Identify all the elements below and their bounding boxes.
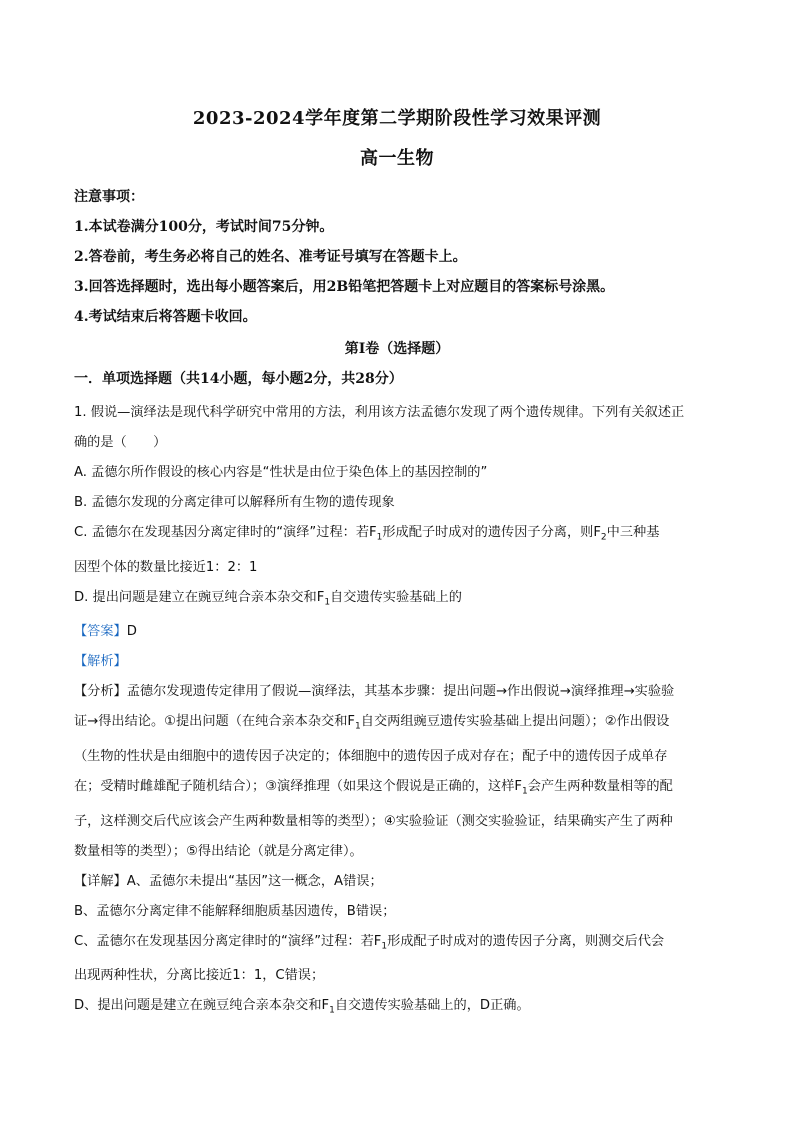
option-c-cont: 因型个体的数量比接近1：2：1 <box>74 559 258 575</box>
subscript: 1 <box>522 786 528 797</box>
exam-subject: 高一生物 <box>360 148 434 169</box>
option-d <box>74 583 722 618</box>
notes-item: 3.回答选择题时，选出每小题答案后，用2B铅笔把答题卡上对应题目的答案标号涂黑。 <box>74 279 615 295</box>
xiangjie-line: B、孟德尔分离定律不能解释细胞质基因遗传，B错误； <box>74 903 396 919</box>
text-run: 孟德尔发现遗传定律用了假说—演绎法，其基本步骤：提出问题→作出假说→演绎推理→实验验 <box>126 684 675 700</box>
question-stem: 确的是（ ） <box>74 435 167 450</box>
option-c <box>74 518 722 553</box>
text-run: 形成配子时成对的遗传因子分离，则测交后代会 <box>387 933 665 949</box>
subscript: 1 <box>329 1005 335 1016</box>
answer-tag: 【答案】 <box>74 624 127 640</box>
subscript: 1 <box>376 532 383 543</box>
text-run: C. 孟德尔在发现基因分离定律时的“演绎”过程：若F <box>74 525 377 540</box>
option-a: A. 孟德尔所作假设的核心内容是“性状是由位于染色体上的基因控制的” <box>74 465 488 480</box>
subscript: 1 <box>381 941 388 952</box>
text-run: C、孟德尔在发现基因分离定律时的“演绎”过程：若F <box>74 933 382 949</box>
notes-item: 4.考试结束后将答题卡收回。 <box>74 309 257 325</box>
subscript: 1 <box>355 721 361 732</box>
answer-line <box>74 617 722 647</box>
text-run: 会产生两种数量相等的配 <box>527 778 673 794</box>
text-run: 证→得出结论。①提出问题（在纯合亲本杂交和F <box>74 714 356 730</box>
fenxi-line: 数量相等的类型）；⑤得出结论（就是分离定律）。 <box>74 843 363 859</box>
fenxi-line <box>74 707 722 742</box>
text-run: 自交两组豌豆遗传实验基础上提出问题）；②作出假设 <box>360 714 670 730</box>
option-b: B. 孟德尔发现的分离定律可以解释所有生物的遗传现象 <box>74 495 395 510</box>
question-stem: 1. 假说—演绎法是现代科学研究中常用的方法，利用该方法孟德尔发现了两个遗传规律。下列有关叙述正 <box>74 405 685 420</box>
text-run: 在；受精时雌雄配子随机结合）；③演绎推理（如果这个假说是正确的，这样F <box>74 778 522 794</box>
part-title: 一．单项选择题（共14小题，每小题2分，共28分） <box>74 371 403 387</box>
answer-value: D <box>126 624 137 640</box>
fenxi-line <box>74 677 722 707</box>
notes-block <box>74 182 614 332</box>
section-title: 第I卷（选择题） <box>344 341 450 357</box>
xiangjie-line: 出现两种性状，分离比接近1：1，C错误； <box>74 968 325 984</box>
notes-item: 1.本试卷满分100分，考试时间75分钟。 <box>74 219 334 235</box>
analysis-tag: 【解析】 <box>74 654 127 670</box>
xiangjie-line <box>74 927 722 962</box>
fenxi-line: （生物的性状是由细胞中的遗传因子决定的；体细胞中的遗传因子成对存在；配子中的遗传因子成单存 <box>74 748 668 764</box>
fenxi-line <box>74 772 722 807</box>
exam-title: 2023-2024学年度第二学期阶段性学习效果评测 <box>192 108 602 129</box>
text-run: 自交遗传实验基础上的，D正确。 <box>334 998 530 1014</box>
text-run: 中三种基 <box>606 525 660 540</box>
fenxi-line: 子，这样测交后代应该会产生两种数量相等的类型）；④实验验证（测交实验验证，结果确实产生了两种 <box>74 813 673 829</box>
text-run: D、提出问题是建立在豌豆纯合亲本杂交和F <box>74 998 330 1014</box>
xiangjie-line <box>74 867 722 897</box>
notes-item: 2.答卷前，考生务必将自己的姓名、准考证号填写在答题卡上。 <box>74 249 467 265</box>
xiangjie-line <box>74 991 722 1026</box>
analysis-line <box>74 647 722 677</box>
question-body <box>74 398 722 1026</box>
subscript: 1 <box>324 597 331 608</box>
xiangjie-tag: 【详解】 <box>74 873 127 889</box>
text-run: 形成配子时成对的遗传因子分离，则F <box>382 525 601 540</box>
text-run: 自交遗传实验基础上的 <box>330 589 462 605</box>
subscript: 2 <box>600 532 607 543</box>
notes-heading: 注意事项： <box>74 189 144 205</box>
fenxi-tag: 【分析】 <box>74 684 127 700</box>
text-run: D. 提出问题是建立在豌豆纯合亲本杂交和F <box>74 589 325 605</box>
text-run: A、孟德尔未提出“基因”这一概念，A错误； <box>126 873 383 889</box>
